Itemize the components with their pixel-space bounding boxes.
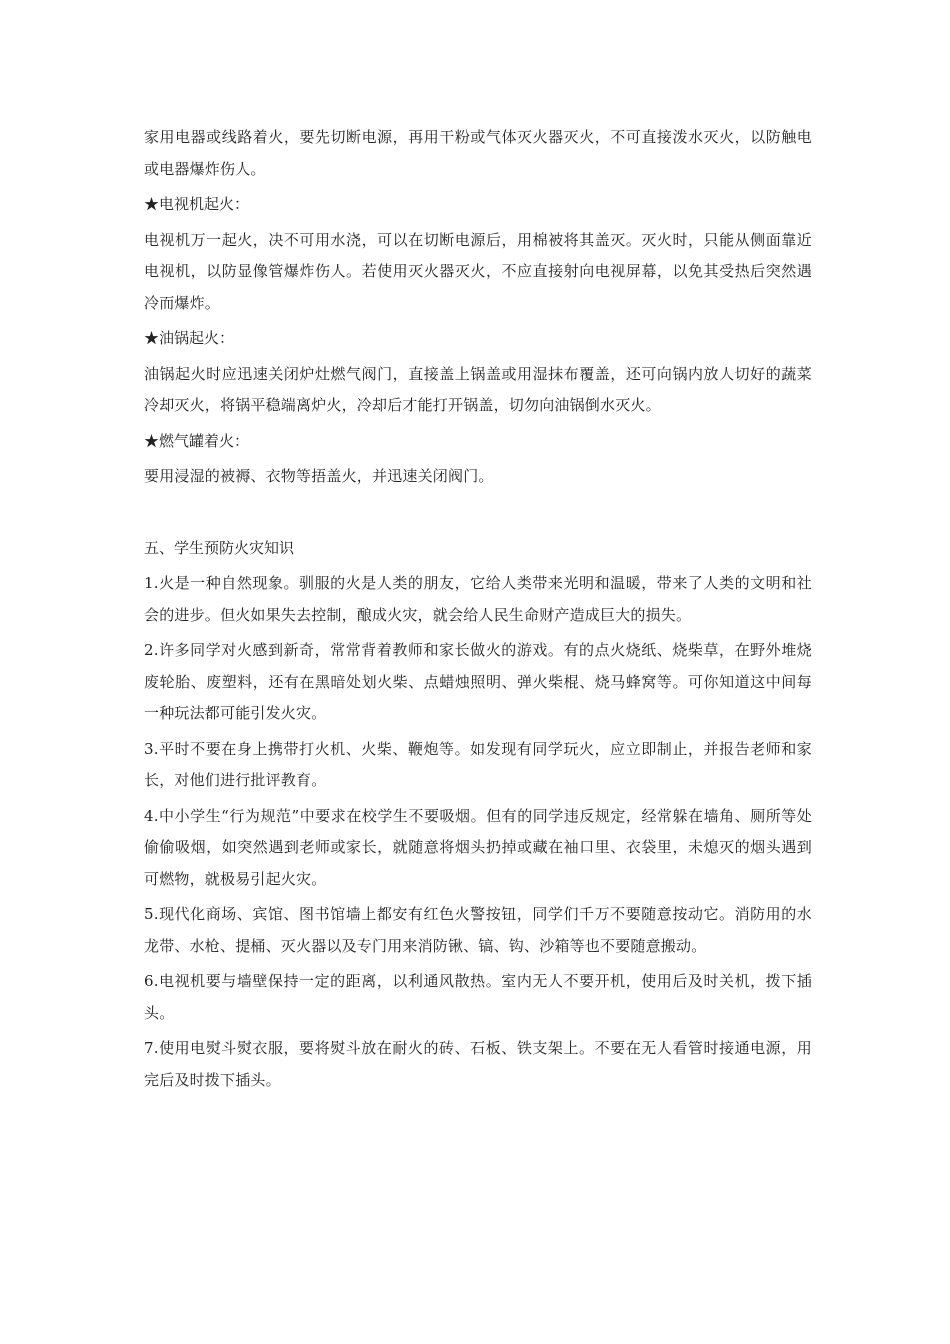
part-five-item-5: 5.现代化商场、宾馆、图书馆墙上都安有红色火警按钮，同学们千万不要随意按动它。消防用的水龙带、水枪、提桶、灭火器以及专门用来消防锹、镐、钩、沙箱等也不要随意搬动。 (144, 905, 812, 955)
part-five-item-4: 4.中小学生“行为规范”中要求在校学生不要吸烟。但有的同学违反规定，经常躲在墙角、厕所等处偷偷吸烟，如突然遇到老师或家长，就随意将烟头扔掉或藏在袖口里、衣袋里，未熄灭的烟头遇到可燃物，就极易引起火灾。 (144, 806, 812, 888)
tv-fire-heading: ★电视机起火： (144, 195, 250, 213)
part-five-title: 五、学生预防火灾知识 (144, 538, 295, 557)
part-five-item-1: 1.火是一种自然现象。驯服的火是人类的朋友，它给人类带来光明和温暖，带来了人类的文明和社会的进步。但火如果失去控制，酿成火灾，就会给人民生命财产造成巨大的损失。 (144, 574, 812, 624)
document-page (144, 122, 812, 1100)
tv-fire-body: 电视机万一起火，决不可用水浇，可以在切断电源后，用棉被将其盖灭。灭火时，只能从侧面靠近电视机，以防显像管爆炸伤人。若使用灭火器灭火，不应直接射向电视屏幕，以免其受热后突然遇冷而爆炸。 (144, 230, 812, 312)
intro-paragraph: 家用电器或线路着火，要先切断电源，再用干粉或气体灭火器灭火，不可直接泼水灭火，以防触电或电器爆炸伤人。 (144, 128, 812, 178)
part-five-item-2: 2.许多同学对火感到新奇，常常背着教师和家长做火的游戏。有的点火烧纸、烧柴草，在野外堆烧废轮胎、废塑料，还有在黑暗处划火柴、点蜡烛照明、弹火柴棍、烧马蜂窝等。可你知道这中间每一种玩法都可能引发火灾。 (144, 641, 812, 722)
part-five-item-6: 6.电视机要与墙壁保持一定的距离，以利通风散热。室内无人不要开机，使用后及时关机，拨下插头。 (144, 972, 812, 1022)
part-five-item-7: 7.使用电熨斗熨衣服，要将熨斗放在耐火的砖、石板、铁支架上。不要在无人看管时接通电源，用完后及时拨下插头。 (144, 1039, 812, 1089)
part-five-item-3: 3.平时不要在身上携带打火机、火柴、鞭炮等。如发现有同学玩火，应立即制止，并报告老师和家长，对他们进行批评教育。 (144, 739, 812, 789)
oil-pan-fire-body: 油锅起火时应迅速关闭炉灶燃气阀门，直接盖上锅盖或用湿抹布覆盖，还可向锅内放人切好的蔬菜冷却灭火，将锅平稳端离炉火，冷却后才能打开锅盖，切勿向油锅倒水灭火。 (144, 364, 812, 414)
oil-pan-fire-heading: ★油锅起火： (144, 329, 235, 347)
gas-tank-fire-heading: ★燃气罐着火： (144, 431, 250, 450)
gas-tank-fire-body: 要用浸湿的被褥、衣物等捂盖火，并迅速关闭阀门。 (144, 467, 494, 485)
